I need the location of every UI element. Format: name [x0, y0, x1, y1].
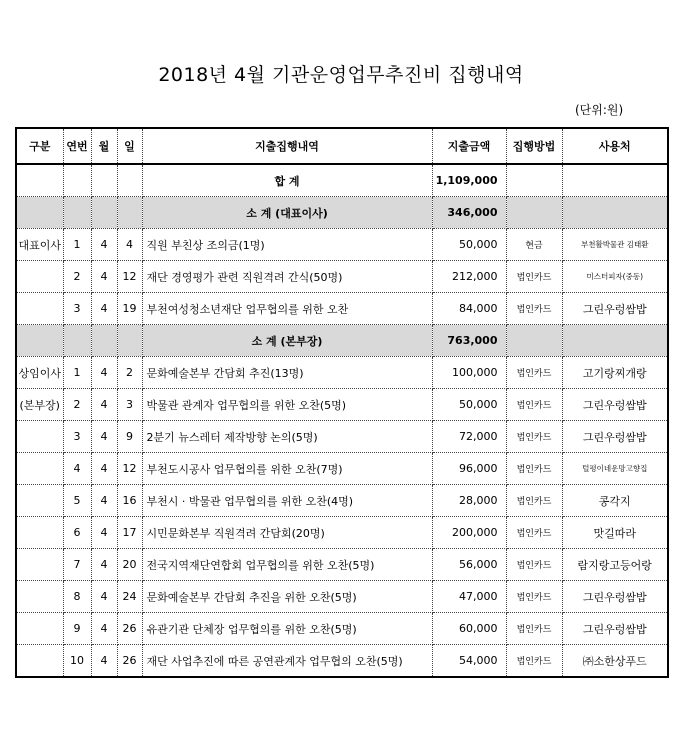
desc-cell: 문화예술본부 간담회 추진(13명) — [142, 357, 432, 389]
day-cell: 2 — [117, 357, 142, 389]
col-header-desc: 지출집행내역 — [142, 128, 432, 164]
category-cell — [16, 421, 63, 453]
day-cell: 24 — [117, 581, 142, 613]
unit-label: (단위:원) — [575, 103, 624, 117]
month-cell: 4 — [91, 421, 117, 453]
place-cell: 고기랑찌개랑 — [562, 357, 668, 389]
place-cell: 맛길따라 — [562, 517, 668, 549]
desc-cell: 재단 사업추진에 따른 공연관계자 업무협의 오찬(5명) — [142, 645, 432, 678]
method-cell: 법인카드 — [506, 293, 562, 325]
day-cell: 16 — [117, 485, 142, 517]
month-cell: 4 — [91, 357, 117, 389]
method-cell: 법인카드 — [506, 261, 562, 293]
table-row — [16, 229, 668, 261]
table-row — [16, 613, 668, 645]
empty-cell — [63, 325, 91, 357]
desc-cell: 재단 경영평가 관련 직원격려 간식(50명) — [142, 261, 432, 293]
no-cell: 8 — [63, 581, 91, 613]
amount-cell: 60,000 — [432, 613, 506, 645]
expense-table — [15, 127, 669, 678]
desc-cell: 부천도시공사 업무협의를 위한 오찬(7명) — [142, 453, 432, 485]
desc-cell: 직원 부친상 조의금(1명) — [142, 229, 432, 261]
col-header-day: 일 — [117, 128, 142, 164]
category-cell — [16, 485, 63, 517]
month-cell: 4 — [91, 549, 117, 581]
desc-cell: 박물관 관계자 업무협의를 위한 오찬(5명) — [142, 389, 432, 421]
no-cell: 9 — [63, 613, 91, 645]
day-cell: 26 — [117, 613, 142, 645]
method-cell: 법인카드 — [506, 613, 562, 645]
day-cell: 12 — [117, 261, 142, 293]
place-cell: 람지랑고등어랑 — [562, 549, 668, 581]
empty-cell — [562, 325, 668, 357]
col-header-no: 연번 — [63, 128, 91, 164]
table-row — [16, 293, 668, 325]
no-cell: 3 — [63, 293, 91, 325]
method-cell: 법인카드 — [506, 645, 562, 678]
empty-cell — [506, 325, 562, 357]
category-cell: (본부장) — [16, 389, 63, 421]
empty-cell — [117, 197, 142, 229]
table-row — [16, 581, 668, 613]
place-cell: 그린우렁쌈밥 — [562, 613, 668, 645]
empty-cell — [63, 197, 91, 229]
category-cell — [16, 293, 63, 325]
table-row — [16, 357, 668, 389]
desc-cell: 유관기관 단체장 업무협의를 위한 오찬(5명) — [142, 613, 432, 645]
method-cell: 법인카드 — [506, 549, 562, 581]
month-cell: 4 — [91, 293, 117, 325]
no-cell: 10 — [63, 645, 91, 678]
category-cell — [16, 581, 63, 613]
month-cell: 4 — [91, 389, 117, 421]
no-cell: 1 — [63, 229, 91, 261]
total-label: 합 계 — [142, 164, 432, 197]
subtotal-label: 소 계 (대표이사) — [142, 197, 432, 229]
subtotal-amount: 763,000 — [432, 325, 506, 357]
category-cell — [16, 517, 63, 549]
total-row — [16, 164, 668, 197]
col-header-category: 구분 — [16, 128, 63, 164]
place-cell: 그린우렁쌈밥 — [562, 581, 668, 613]
month-cell: 4 — [91, 261, 117, 293]
no-cell: 3 — [63, 421, 91, 453]
day-cell: 4 — [117, 229, 142, 261]
desc-cell: 전국지역재단연합회 업무협의를 위한 오찬(5명) — [142, 549, 432, 581]
method-cell: 법인카드 — [506, 517, 562, 549]
day-cell: 26 — [117, 645, 142, 678]
table-header-row — [16, 128, 668, 164]
place-cell: 그린우렁쌈밥 — [562, 293, 668, 325]
desc-cell: 시민문화본부 직원격려 간담회(20명) — [142, 517, 432, 549]
method-cell: 법인카드 — [506, 581, 562, 613]
month-cell: 4 — [91, 645, 117, 678]
desc-cell: 문화예술본부 간담회 추진을 위한 오찬(5명) — [142, 581, 432, 613]
month-cell: 4 — [91, 485, 117, 517]
empty-cell — [16, 197, 63, 229]
col-header-place: 사용처 — [562, 128, 668, 164]
category-cell — [16, 453, 63, 485]
no-cell: 7 — [63, 549, 91, 581]
amount-cell: 96,000 — [432, 453, 506, 485]
amount-cell: 50,000 — [432, 229, 506, 261]
amount-cell: 50,000 — [432, 389, 506, 421]
desc-cell: 부천시 · 박물관 업무협의를 위한 오찬(4명) — [142, 485, 432, 517]
table-row — [16, 453, 668, 485]
method-cell: 현금 — [506, 229, 562, 261]
total-amount: 1,109,000 — [432, 164, 506, 197]
no-cell: 2 — [63, 261, 91, 293]
col-header-amount: 지출금액 — [432, 128, 506, 164]
no-cell: 5 — [63, 485, 91, 517]
table-row — [16, 645, 668, 678]
amount-cell: 212,000 — [432, 261, 506, 293]
empty-cell — [117, 325, 142, 357]
day-cell: 12 — [117, 453, 142, 485]
table-row — [16, 389, 668, 421]
amount-cell: 56,000 — [432, 549, 506, 581]
month-cell: 4 — [91, 453, 117, 485]
amount-cell: 72,000 — [432, 421, 506, 453]
subtotal-row — [16, 197, 668, 229]
col-header-method: 집행방법 — [506, 128, 562, 164]
table-row — [16, 549, 668, 581]
place-cell: 털평이네운망고향집 — [562, 453, 668, 485]
category-cell — [16, 549, 63, 581]
month-cell: 4 — [91, 229, 117, 261]
no-cell: 2 — [63, 389, 91, 421]
method-cell: 법인카드 — [506, 357, 562, 389]
category-cell — [16, 261, 63, 293]
method-cell: 법인카드 — [506, 421, 562, 453]
page-title: 2018년 4월 기관운영업무추진비 집행내역 — [158, 64, 524, 86]
desc-cell: 부천여성청소년재단 업무협의를 위한 오찬 — [142, 293, 432, 325]
subtotal-label: 소 계 (본부장) — [142, 325, 432, 357]
category-cell — [16, 613, 63, 645]
subtotal-row — [16, 325, 668, 357]
no-cell: 4 — [63, 453, 91, 485]
place-cell: 그린우렁쌈밥 — [562, 421, 668, 453]
day-cell: 3 — [117, 389, 142, 421]
col-header-month: 월 — [91, 128, 117, 164]
month-cell: 4 — [91, 517, 117, 549]
amount-cell: 84,000 — [432, 293, 506, 325]
no-cell: 6 — [63, 517, 91, 549]
day-cell: 17 — [117, 517, 142, 549]
place-cell: ㈜소한상푸드 — [562, 645, 668, 678]
amount-cell: 200,000 — [432, 517, 506, 549]
amount-cell: 100,000 — [432, 357, 506, 389]
day-cell: 19 — [117, 293, 142, 325]
table-body — [16, 164, 668, 677]
month-cell: 4 — [91, 613, 117, 645]
empty-cell — [506, 197, 562, 229]
table-row — [16, 261, 668, 293]
category-cell: 상임이사 — [16, 357, 63, 389]
empty-cell — [91, 197, 117, 229]
table-row — [16, 485, 668, 517]
empty-cell — [562, 197, 668, 229]
place-cell: 그린우렁쌈밥 — [562, 389, 668, 421]
empty-cell — [91, 325, 117, 357]
no-cell: 1 — [63, 357, 91, 389]
category-cell — [16, 645, 63, 678]
amount-cell: 54,000 — [432, 645, 506, 678]
category-cell: 대표이사 — [16, 229, 63, 261]
place-cell: 콩각지 — [562, 485, 668, 517]
day-cell: 20 — [117, 549, 142, 581]
day-cell: 9 — [117, 421, 142, 453]
desc-cell: 2분기 뉴스레터 제작방향 논의(5명) — [142, 421, 432, 453]
method-cell: 법인카드 — [506, 389, 562, 421]
table-row — [16, 517, 668, 549]
amount-cell: 47,000 — [432, 581, 506, 613]
month-cell: 4 — [91, 581, 117, 613]
method-cell: 법인카드 — [506, 485, 562, 517]
method-cell: 법인카드 — [506, 453, 562, 485]
place-cell: 미스터피자(중동) — [562, 261, 668, 293]
amount-cell: 28,000 — [432, 485, 506, 517]
table-row — [16, 421, 668, 453]
place-cell: 부천활박물관 김태환 — [562, 229, 668, 261]
subtotal-amount: 346,000 — [432, 197, 506, 229]
empty-cell — [16, 325, 63, 357]
